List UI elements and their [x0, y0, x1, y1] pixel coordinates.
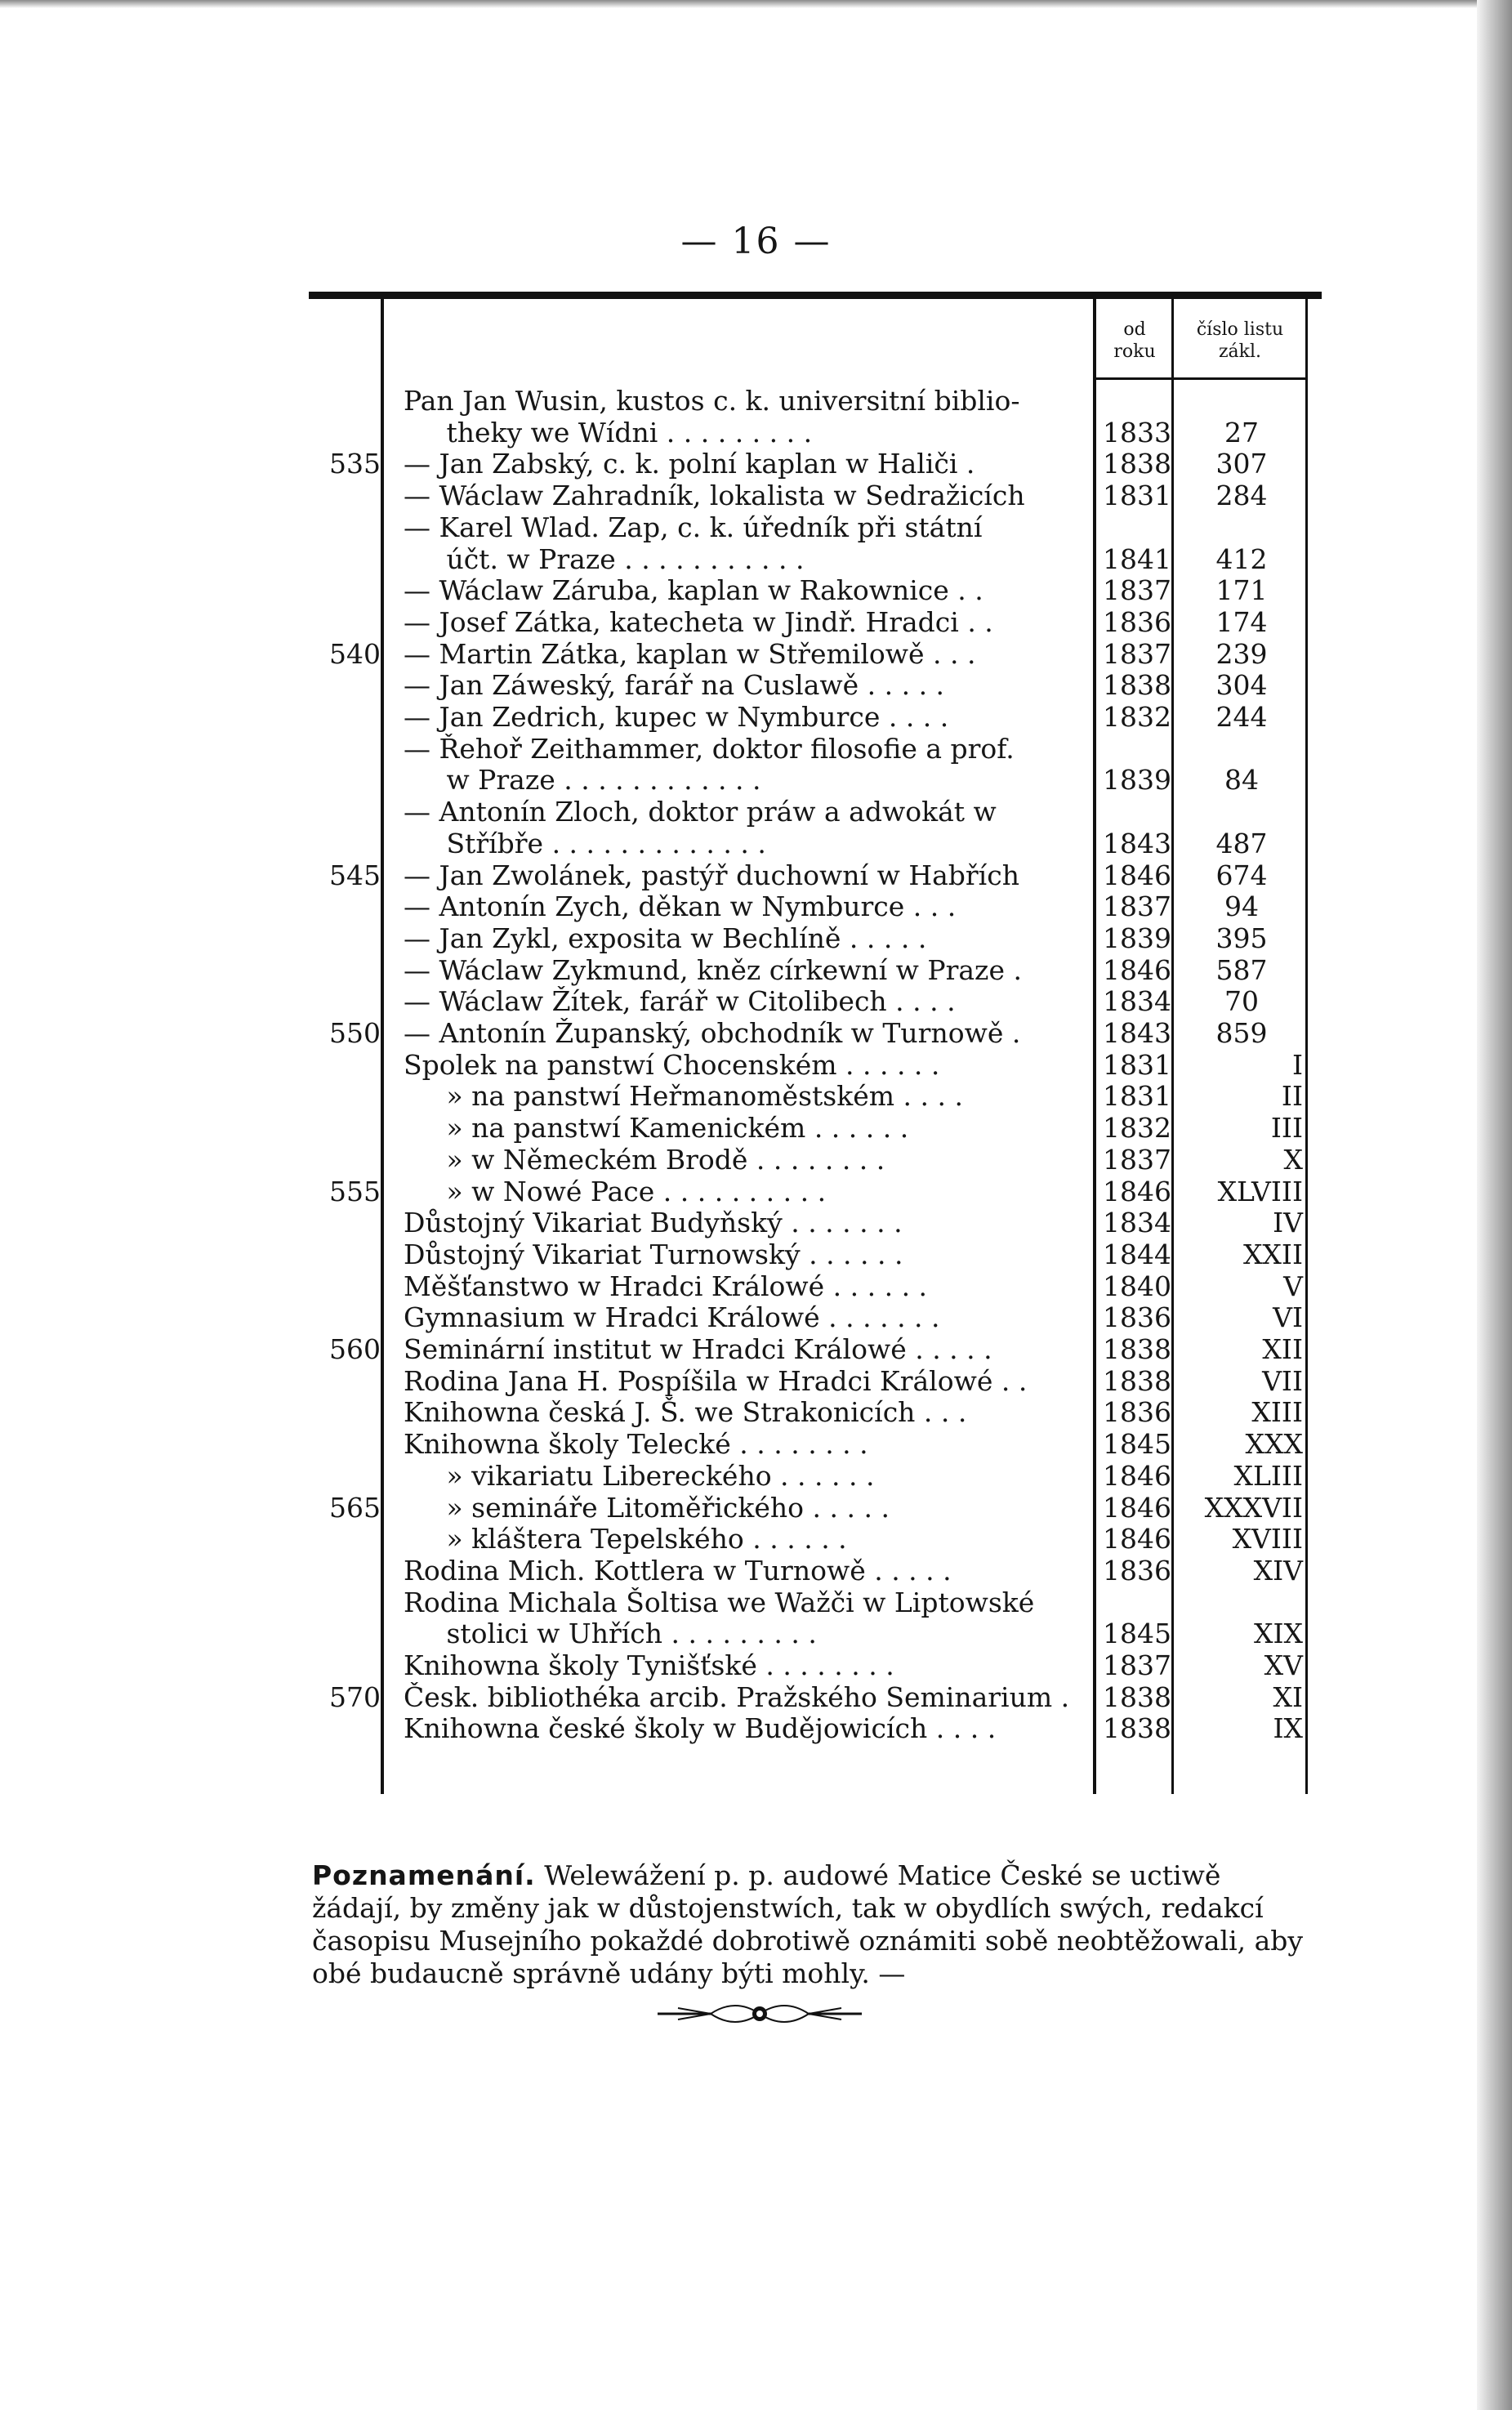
table-row	[0, 1050, 1512, 1081]
row-sheet-ref: 84	[1224, 764, 1259, 797]
row-sheet-ref: XIV	[1253, 1554, 1303, 1587]
header-sheet: číslo listu zákl.	[1196, 319, 1284, 362]
row-sheet-ref: XLVIII	[1217, 1175, 1303, 1207]
footnote-text: Welewážení p. p. audowé Matice České se uctiwě žádají, by změny jak w důstojenstwích, tak w obydlích swých, redakcí časopisu Musejního pokaždé dobrotiwě oznámiti sobě neobtěžowali, aby obé budaucně správně udány býti mohly. —	[312, 1859, 1304, 1989]
table-row	[0, 702, 1512, 733]
row-sheet-ref: 27	[1224, 416, 1259, 449]
table-row	[0, 639, 1512, 670]
table-row	[0, 1081, 1512, 1112]
table-row	[0, 1366, 1512, 1397]
table-row	[0, 512, 1512, 543]
row-sheet-ref: XLIII	[1233, 1459, 1303, 1492]
table-row	[0, 1555, 1512, 1587]
row-year: 1843	[1103, 1017, 1171, 1049]
row-sheet-ref: XXXVII	[1204, 1491, 1303, 1524]
table-row	[0, 1302, 1512, 1333]
row-year: 1838	[1103, 669, 1171, 702]
row-sheet-ref: 587	[1215, 953, 1268, 986]
row-entry: — Jan Zedrich, kupec w Nymburce . . . .	[404, 702, 949, 733]
table-row	[0, 1113, 1512, 1144]
row-entry: Stříbře . . . . . . . . . . . . .	[404, 828, 766, 859]
row-entry: Knihowna školy Tynišťské . . . . . . . .	[404, 1650, 894, 1681]
row-year: 1837	[1103, 637, 1171, 670]
row-year: 1833	[1103, 416, 1171, 449]
row-entry: — Josef Zátka, katecheta w Jindř. Hradci . .	[404, 606, 993, 638]
header-year: od roku	[1113, 319, 1156, 362]
footnote-label: Poznamenání.	[312, 1859, 536, 1891]
row-entry: — Jan Záweský, farář na Cuslawě . . . . .	[404, 670, 945, 702]
table-row	[0, 1271, 1512, 1302]
table-row	[0, 986, 1512, 1017]
table-row	[0, 955, 1512, 986]
row-year: 1838	[1103, 1364, 1171, 1397]
table-row	[0, 828, 1512, 859]
ornament-icon	[653, 1993, 866, 2034]
page-top-edge	[0, 0, 1512, 8]
row-entry: — Martin Zátka, kaplan w Střemilowě . . .	[404, 638, 976, 670]
row-sheet-ref: 859	[1215, 1017, 1268, 1049]
row-sheet-ref: 412	[1215, 542, 1268, 575]
row-sheet-ref: XVIII	[1232, 1523, 1303, 1555]
row-entry: Seminární institut w Hradci Králowé . . . . .	[404, 1334, 992, 1365]
table-row	[0, 544, 1512, 575]
row-entry: — Karel Wlad. Zap, c. k. úředník při státní	[404, 511, 983, 543]
table-row	[0, 1239, 1512, 1270]
row-sheet-ref: 487	[1215, 827, 1268, 859]
row-sheet-ref: I	[1291, 1048, 1303, 1081]
row-entry: Rodina Mich. Kottlera w Turnowě . . . . .	[404, 1555, 952, 1587]
table-top-rule	[309, 292, 1322, 299]
row-year: 1839	[1103, 764, 1171, 797]
table-row	[0, 1207, 1512, 1238]
table-row	[0, 1334, 1512, 1365]
row-year: 1845	[1103, 1428, 1171, 1461]
row-year: 1841	[1103, 542, 1171, 575]
row-entry: Gymnasium w Hradci Králowé . . . . . . .	[404, 1302, 940, 1334]
table-row	[0, 1587, 1512, 1618]
row-year: 1843	[1103, 827, 1171, 859]
row-entry: » vikariatu Libereckého . . . . . .	[404, 1460, 875, 1492]
row-number: 570	[329, 1680, 381, 1713]
row-number: 565	[329, 1491, 381, 1524]
table-row	[0, 1650, 1512, 1681]
row-year: 1838	[1103, 1333, 1171, 1365]
table-row	[0, 1145, 1512, 1176]
row-sheet-ref: V	[1283, 1270, 1303, 1302]
table-row	[0, 1493, 1512, 1524]
row-entry: — Jan Zabský, c. k. polní kaplan w Haliči .	[404, 449, 975, 480]
row-entry: Důstojný Vikariat Turnowský . . . . . .	[404, 1238, 903, 1270]
row-sheet-ref: XIX	[1253, 1618, 1303, 1650]
row-entry: — Wáclaw Zahradník, lokalista w Sedražicích	[404, 480, 1025, 512]
row-sheet-ref: VII	[1262, 1364, 1303, 1397]
row-year: 1836	[1103, 1554, 1171, 1587]
row-year: 1832	[1103, 701, 1171, 733]
row-entry: — Wáclaw Záruba, kaplan w Rakownice . .	[404, 575, 983, 607]
table-row	[0, 891, 1512, 922]
table-row	[0, 1618, 1512, 1649]
table-row	[0, 607, 1512, 638]
row-year: 1831	[1103, 480, 1171, 512]
row-entry: » w Německém Brodě . . . . . . . .	[404, 1144, 885, 1176]
table-row	[0, 670, 1512, 701]
row-number: 535	[329, 448, 381, 480]
row-sheet-ref: 674	[1215, 859, 1268, 891]
row-entry: Rodina Jana H. Pospíšila w Hradci Králowé . .	[404, 1365, 1028, 1397]
row-entry: » kláštera Tepelského . . . . . .	[404, 1524, 847, 1555]
row-year: 1834	[1103, 985, 1171, 1018]
row-entry: w Praze . . . . . . . . . . . .	[404, 765, 761, 797]
row-entry: — Řehoř Zeithammer, doktor filosofie a prof.	[404, 733, 1015, 765]
table-row	[0, 480, 1512, 511]
row-number: 560	[329, 1333, 381, 1365]
row-entry: — Jan Zykl, exposita w Bechlíně . . . . .	[404, 922, 927, 954]
table-row	[0, 860, 1512, 891]
table-row	[0, 1713, 1512, 1744]
row-sheet-ref: 307	[1215, 448, 1268, 480]
row-sheet-ref: 70	[1224, 985, 1259, 1018]
row-sheet-ref: XI	[1273, 1680, 1303, 1713]
row-entry: Knihowna české školy w Budějowicích . . . .	[404, 1713, 997, 1745]
row-sheet-ref: XV	[1264, 1649, 1303, 1681]
row-number: 540	[329, 637, 381, 670]
row-year: 1834	[1103, 1207, 1171, 1239]
row-sheet-ref: 395	[1215, 922, 1268, 954]
table-row	[0, 923, 1512, 954]
row-year: 1837	[1103, 890, 1171, 923]
row-sheet-ref: IX	[1273, 1712, 1303, 1745]
row-sheet-ref: 171	[1215, 574, 1268, 607]
table-row	[0, 1682, 1512, 1713]
row-number: 545	[329, 859, 381, 891]
row-sheet-ref: XXX	[1245, 1428, 1303, 1461]
row-year: 1836	[1103, 605, 1171, 638]
row-year: 1838	[1103, 1712, 1171, 1745]
row-sheet-ref: 174	[1215, 605, 1268, 638]
row-entry: — Wáclaw Žítek, farář w Citolibech . . . .	[404, 986, 956, 1018]
row-sheet-ref: VI	[1273, 1301, 1303, 1334]
row-number: 550	[329, 1017, 381, 1049]
row-entry: — Antonín Zloch, doktor práw a adwokát w	[404, 797, 997, 828]
row-year: 1837	[1103, 574, 1171, 607]
table-row	[0, 449, 1512, 480]
row-entry: Důstojný Vikariat Budyňský . . . . . . .	[404, 1207, 903, 1239]
page-number: — 16 —	[680, 221, 832, 262]
table-row	[0, 797, 1512, 828]
row-sheet-ref: 239	[1215, 637, 1268, 670]
row-entry: stolici w Uhřích . . . . . . . . .	[404, 1618, 817, 1650]
row-year: 1836	[1103, 1396, 1171, 1429]
row-entry: theky we Wídni . . . . . . . . .	[404, 417, 813, 449]
table-row	[0, 1397, 1512, 1428]
row-sheet-ref: III	[1270, 1112, 1303, 1145]
table-row	[0, 1524, 1512, 1555]
row-sheet-ref: XXII	[1242, 1238, 1303, 1270]
row-sheet-ref: 284	[1215, 480, 1268, 512]
table-row	[0, 575, 1512, 606]
row-entry: účt. w Praze . . . . . . . . . . .	[404, 543, 805, 575]
row-entry: Knihowna česká J. Š. we Strakonicích . . .	[404, 1397, 967, 1429]
row-year: 1831	[1103, 1080, 1171, 1113]
row-sheet-ref: XII	[1262, 1333, 1303, 1365]
row-entry: Spolek na panstwí Chocenském . . . . . .	[404, 1049, 940, 1081]
row-year: 1837	[1103, 1649, 1171, 1681]
row-entry: Pan Jan Wusin, kustos c. k. universitní biblio-	[404, 386, 1020, 417]
row-entry: Knihowna školy Telecké . . . . . . . .	[404, 1429, 868, 1461]
table-row	[0, 1429, 1512, 1460]
row-year: 1838	[1103, 448, 1171, 480]
row-sheet-ref: 244	[1215, 701, 1268, 733]
row-sheet-ref: II	[1281, 1080, 1303, 1113]
row-year: 1846	[1103, 1491, 1171, 1524]
table-row	[0, 734, 1512, 765]
row-year: 1846	[1103, 1175, 1171, 1207]
row-entry: » na panstwí Heřmanoměstském . . . .	[404, 1081, 963, 1113]
row-year: 1831	[1103, 1048, 1171, 1081]
row-sheet-ref: 94	[1224, 890, 1259, 923]
row-year: 1844	[1103, 1238, 1171, 1270]
table-row	[0, 1018, 1512, 1049]
row-year: 1839	[1103, 922, 1171, 954]
row-year: 1837	[1103, 1143, 1171, 1176]
header-rule-sheet	[1174, 377, 1305, 380]
header-rule-year	[1096, 377, 1171, 380]
row-year: 1846	[1103, 1459, 1171, 1492]
row-sheet-ref: IV	[1273, 1207, 1303, 1239]
row-year: 1832	[1103, 1112, 1171, 1145]
row-year: 1846	[1103, 953, 1171, 986]
table-row	[0, 417, 1512, 449]
row-year: 1836	[1103, 1301, 1171, 1334]
row-entry: Česk. bibliothéka arcib. Pražského Seminarium .	[404, 1681, 1070, 1713]
table-row	[0, 386, 1512, 417]
row-sheet-ref: 304	[1215, 669, 1268, 702]
row-entry: » na panstwí Kamenickém . . . . . .	[404, 1113, 909, 1145]
row-entry: — Wáclaw Zykmund, kněz církewní w Praze .	[404, 954, 1022, 986]
row-sheet-ref: XIII	[1251, 1396, 1303, 1429]
row-sheet-ref: X	[1283, 1143, 1303, 1176]
table-row	[0, 765, 1512, 796]
row-entry: Rodina Michala Šoltisa we Wažči w Liptowské	[404, 1587, 1035, 1618]
row-number: 555	[329, 1175, 381, 1207]
row-entry: — Antonín Županský, obchodník w Turnowě .	[404, 1018, 1021, 1049]
row-entry: — Antonín Zych, děkan w Nymburce . . .	[404, 891, 957, 923]
table-row	[0, 1176, 1512, 1207]
table-row	[0, 1461, 1512, 1492]
row-entry: » semináře Litoměřického . . . . .	[404, 1492, 890, 1524]
row-year: 1846	[1103, 1523, 1171, 1555]
row-year: 1838	[1103, 1680, 1171, 1713]
footnote	[312, 1859, 1309, 1990]
row-entry: » w Nowé Pace . . . . . . . . . .	[404, 1176, 827, 1207]
row-entry: — Jan Zwolánek, pastýř duchowní w Habřích	[404, 859, 1019, 891]
row-year: 1846	[1103, 859, 1171, 891]
row-year: 1840	[1103, 1270, 1171, 1302]
row-year: 1845	[1103, 1618, 1171, 1650]
row-entry: Měšťanstwo w Hradci Králowé . . . . . .	[404, 1270, 928, 1302]
